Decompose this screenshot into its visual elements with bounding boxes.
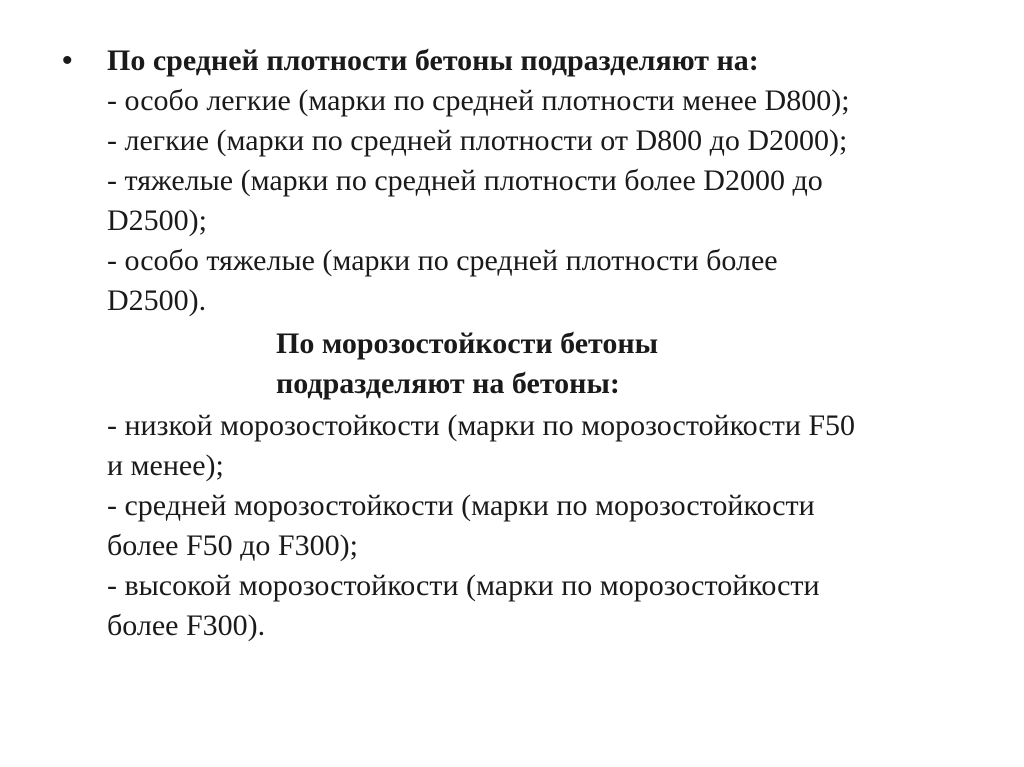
density-item-line: - особо тяжелые (марки по средней плотности более xyxy=(107,244,778,277)
frost-item-line: более F50 до F300); xyxy=(107,529,358,562)
frost-item-line: более F300). xyxy=(107,609,266,642)
density-item-line: D2500); xyxy=(107,204,207,237)
density-item-line: D2500). xyxy=(107,284,207,317)
density-heading: По средней плотности бетоны подразделяют на: xyxy=(107,44,759,77)
frost-item-line: и менее); xyxy=(107,449,224,482)
frost-item-line: - низкой морозостойкости (марки по морозостойкости F50 xyxy=(107,409,856,442)
density-item-line: - особо легкие (марки по средней плотности менее D800); xyxy=(107,84,850,117)
frost-heading-line: подразделяют на бетоны: xyxy=(276,367,620,400)
frost-heading-line: По морозостойкости бетоны xyxy=(276,327,659,360)
frost-item-line: - высокой морозостойкости (марки по морозостойкости xyxy=(107,569,820,602)
density-item-line: - легкие (марки по средней плотности от D800 до D2000); xyxy=(107,124,848,157)
frost-item-line: - средней морозостойкости (марки по морозостойкости xyxy=(107,489,815,522)
density-item-line: - тяжелые (марки по средней плотности более D2000 до xyxy=(107,164,823,197)
bullet-marker: • xyxy=(62,44,73,77)
